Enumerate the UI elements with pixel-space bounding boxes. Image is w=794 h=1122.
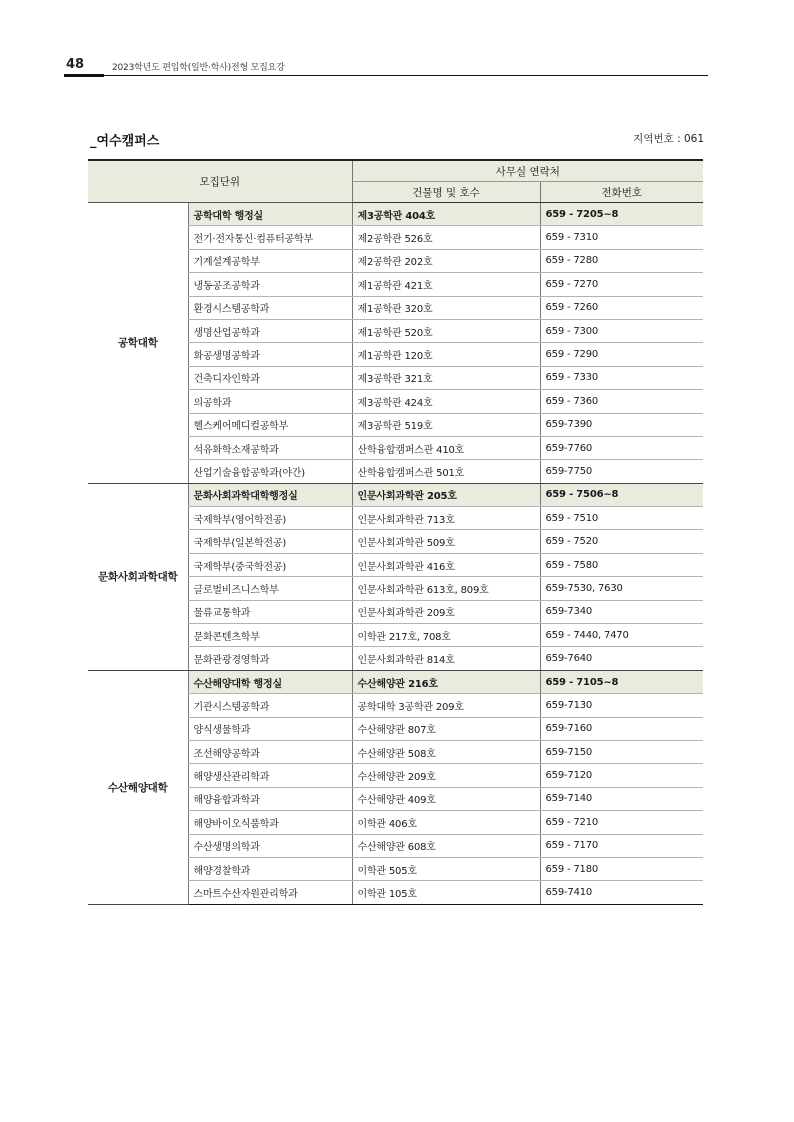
unit-cell: 문화관광경영학과 xyxy=(188,647,352,670)
phone-cell: 659-7750 xyxy=(540,460,703,483)
building-cell: 인문사회과학관 205호 xyxy=(352,483,540,506)
section-title: _여수캠퍼스 xyxy=(90,134,160,149)
header-rule-accent xyxy=(64,74,104,77)
header-phone: 전화번호 xyxy=(540,182,703,203)
building-cell: 수산해양관 409호 xyxy=(352,787,540,810)
building-cell: 제3공학관 404호 xyxy=(352,203,540,226)
college-name: 공학대학 xyxy=(88,203,188,484)
building-cell: 산학융합캠퍼스관 501호 xyxy=(352,460,540,483)
unit-cell: 수산생명의학과 xyxy=(188,834,352,857)
building-cell: 수산해양관 807호 xyxy=(352,717,540,740)
phone-cell: 659-7390 xyxy=(540,413,703,436)
unit-cell: 문화사회과학대학행정실 xyxy=(188,483,352,506)
phone-cell: 659-7760 xyxy=(540,436,703,459)
unit-cell: 양식생물학과 xyxy=(188,717,352,740)
table-body xyxy=(88,203,703,905)
building-cell: 인문사회과학관 209호 xyxy=(352,600,540,623)
unit-cell: 국제학부(일본학전공) xyxy=(188,530,352,553)
office-row xyxy=(88,483,703,506)
unit-cell: 헬스케어메디컬공학부 xyxy=(188,413,352,436)
building-cell: 공학대학 3공학관 209호 xyxy=(352,694,540,717)
unit-cell: 국제학부(중국학전공) xyxy=(188,553,352,576)
document-title: 2023학년도 편입학(일반·학사)전형 모집요강 xyxy=(112,63,285,73)
unit-cell: 기관시스템공학과 xyxy=(188,694,352,717)
phone-cell: 659 - 7310 xyxy=(540,226,703,249)
phone-cell: 659-7410 xyxy=(540,881,703,904)
phone-cell: 659 - 7180 xyxy=(540,857,703,880)
building-cell: 제3공학관 424호 xyxy=(352,390,540,413)
phone-cell: 659 - 7210 xyxy=(540,811,703,834)
phone-cell: 659 - 7105~8 xyxy=(540,670,703,693)
building-cell: 인문사회과학관 613호, 809호 xyxy=(352,577,540,600)
building-cell: 이학관 406호 xyxy=(352,811,540,834)
phone-cell: 659 - 7506~8 xyxy=(540,483,703,506)
page-number: 48 xyxy=(66,57,85,72)
building-cell: 수산해양관 209호 xyxy=(352,764,540,787)
building-cell: 제3공학관 519호 xyxy=(352,413,540,436)
phone-cell: 659 - 7330 xyxy=(540,366,703,389)
phone-cell: 659 - 7205~8 xyxy=(540,203,703,226)
building-cell: 이학관 105호 xyxy=(352,881,540,904)
unit-cell: 해양바이오식품학과 xyxy=(188,811,352,834)
header-office-contact: 사무실 연락처 xyxy=(352,160,703,182)
phone-cell: 659-7150 xyxy=(540,740,703,763)
unit-cell: 화공생명공학과 xyxy=(188,343,352,366)
office-row xyxy=(88,203,703,226)
unit-cell: 의공학과 xyxy=(188,390,352,413)
unit-cell: 공학대학 행정실 xyxy=(188,203,352,226)
unit-cell: 스마트수산자원관리학과 xyxy=(188,881,352,904)
building-cell: 제2공학관 202호 xyxy=(352,249,540,272)
building-cell: 수산해양관 216호 xyxy=(352,670,540,693)
unit-cell: 석유화학소재공학과 xyxy=(188,436,352,459)
phone-cell: 659-7160 xyxy=(540,717,703,740)
building-cell: 이학관 505호 xyxy=(352,857,540,880)
building-cell: 제1공학관 320호 xyxy=(352,296,540,319)
header-unit: 모집단위 xyxy=(88,160,352,203)
phone-cell: 659 - 7360 xyxy=(540,390,703,413)
phone-cell: 659 - 7440, 7470 xyxy=(540,624,703,647)
phone-cell: 659 - 7510 xyxy=(540,507,703,530)
building-cell: 수산해양관 508호 xyxy=(352,740,540,763)
unit-cell: 냉동공조공학과 xyxy=(188,273,352,296)
area-code: 지역번호 : 061 xyxy=(633,133,704,145)
phone-cell: 659-7140 xyxy=(540,787,703,810)
unit-cell: 수산해양대학 행정실 xyxy=(188,670,352,693)
phone-cell: 659 - 7300 xyxy=(540,319,703,342)
building-cell: 인문사회과학관 713호 xyxy=(352,507,540,530)
building-cell: 수산해양관 608호 xyxy=(352,834,540,857)
building-cell: 제1공학관 520호 xyxy=(352,319,540,342)
phone-cell: 659 - 7580 xyxy=(540,553,703,576)
phone-cell: 659-7120 xyxy=(540,764,703,787)
unit-cell: 문화콘텐츠학부 xyxy=(188,624,352,647)
contacts-table xyxy=(88,159,703,905)
building-cell: 제3공학관 321호 xyxy=(352,366,540,389)
building-cell: 제1공학관 421호 xyxy=(352,273,540,296)
unit-cell: 조선해양공학과 xyxy=(188,740,352,763)
building-cell: 이학관 217호, 708호 xyxy=(352,624,540,647)
phone-cell: 659 - 7170 xyxy=(540,834,703,857)
building-cell: 제2공학관 526호 xyxy=(352,226,540,249)
unit-cell: 생명산업공학과 xyxy=(188,319,352,342)
phone-cell: 659 - 7260 xyxy=(540,296,703,319)
unit-cell: 물류교통학과 xyxy=(188,600,352,623)
unit-cell: 환경시스템공학과 xyxy=(188,296,352,319)
unit-cell: 전기·전자통신·컴퓨터공학부 xyxy=(188,226,352,249)
phone-cell: 659 - 7270 xyxy=(540,273,703,296)
phone-cell: 659 - 7290 xyxy=(540,343,703,366)
unit-cell: 해양융합과학과 xyxy=(188,787,352,810)
phone-cell: 659 - 7520 xyxy=(540,530,703,553)
college-name: 문화사회과학대학 xyxy=(88,483,188,670)
college-name: 수산해양대학 xyxy=(88,670,188,904)
office-row xyxy=(88,670,703,693)
building-cell: 인문사회과학관 814호 xyxy=(352,647,540,670)
building-cell: 산학융합캠퍼스관 410호 xyxy=(352,436,540,459)
unit-cell: 기계설계공학부 xyxy=(188,249,352,272)
building-cell: 제1공학관 120호 xyxy=(352,343,540,366)
building-cell: 인문사회과학관 509호 xyxy=(352,530,540,553)
unit-cell: 글로벌비즈니스학부 xyxy=(188,577,352,600)
phone-cell: 659-7640 xyxy=(540,647,703,670)
unit-cell: 건축디자인학과 xyxy=(188,366,352,389)
phone-cell: 659-7130 xyxy=(540,694,703,717)
unit-cell: 해양생산관리학과 xyxy=(188,764,352,787)
unit-cell: 산업기술융합공학과(야간) xyxy=(188,460,352,483)
phone-cell: 659-7530, 7630 xyxy=(540,577,703,600)
header-rule xyxy=(104,75,708,76)
unit-cell: 국제학부(영어학전공) xyxy=(188,507,352,530)
unit-cell: 해양경찰학과 xyxy=(188,857,352,880)
building-cell: 인문사회과학관 416호 xyxy=(352,553,540,576)
header-building: 건물명 및 호수 xyxy=(352,182,540,203)
phone-cell: 659 - 7280 xyxy=(540,249,703,272)
phone-cell: 659-7340 xyxy=(540,600,703,623)
